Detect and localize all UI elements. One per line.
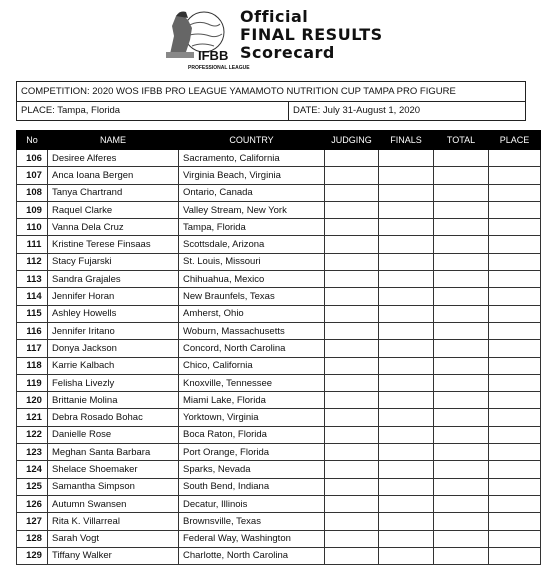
cell-total	[434, 444, 489, 461]
cell-country: Amherst, Ohio	[179, 305, 325, 322]
svg-text:PROFESSIONAL LEAGUE: PROFESSIONAL LEAGUE	[188, 65, 250, 71]
cell-number: 119	[17, 374, 48, 391]
cell-judging	[325, 150, 379, 167]
cell-place	[489, 495, 541, 512]
table-row	[17, 150, 541, 167]
cell-judging	[325, 530, 379, 547]
table-row	[17, 495, 541, 512]
cell-number: 124	[17, 461, 48, 478]
cell-total	[434, 392, 489, 409]
cell-total	[434, 322, 489, 339]
cell-number: 125	[17, 478, 48, 495]
cell-place	[489, 461, 541, 478]
cell-country: Decatur, Illinois	[179, 495, 325, 512]
cell-total	[434, 253, 489, 270]
cell-place	[489, 184, 541, 201]
table-row	[17, 322, 541, 339]
cell-name: Karrie Kalbach	[48, 357, 179, 374]
table-row	[17, 271, 541, 288]
cell-name: Kristine Terese Finsaas	[48, 236, 179, 253]
cell-judging	[325, 461, 379, 478]
cell-country: St. Louis, Missouri	[179, 253, 325, 270]
cell-country: Woburn, Massachusetts	[179, 322, 325, 339]
cell-number: 117	[17, 340, 48, 357]
cell-number: 111	[17, 236, 48, 253]
cell-number: 118	[17, 357, 48, 374]
cell-finals	[379, 236, 434, 253]
cell-total	[434, 340, 489, 357]
date-text: DATE: July 31-August 1, 2020	[293, 105, 421, 116]
table-row	[17, 444, 541, 461]
col-header-country: COUNTRY	[179, 131, 325, 150]
table-row	[17, 409, 541, 426]
cell-judging	[325, 409, 379, 426]
cell-name: Rita K. Villarreal	[48, 513, 179, 530]
cell-finals	[379, 495, 434, 512]
cell-country: Tampa, Florida	[179, 219, 325, 236]
cell-country: Federal Way, Washington	[179, 530, 325, 547]
cell-country: Miami Lake, Florida	[179, 392, 325, 409]
cell-name: Samantha Simpson	[48, 478, 179, 495]
cell-finals	[379, 288, 434, 305]
cell-number: 108	[17, 184, 48, 201]
cell-name: Vanna Dela Cruz	[48, 219, 179, 236]
cell-number: 107	[17, 167, 48, 184]
cell-name: Autumn Swansen	[48, 495, 179, 512]
cell-place	[489, 322, 541, 339]
title-line-final-results: FINAL RESULTS	[240, 25, 383, 44]
cell-judging	[325, 184, 379, 201]
title-line-official: Official	[240, 7, 309, 26]
table-row	[17, 340, 541, 357]
cell-total	[434, 426, 489, 443]
cell-place	[489, 271, 541, 288]
cell-judging	[325, 444, 379, 461]
cell-finals	[379, 150, 434, 167]
cell-name: Raquel Clarke	[48, 201, 179, 218]
cell-country: Charlotte, North Carolina	[179, 547, 325, 564]
cell-total	[434, 167, 489, 184]
cell-total	[434, 478, 489, 495]
cell-total	[434, 150, 489, 167]
cell-country: Chihuahua, Mexico	[179, 271, 325, 288]
cell-place	[489, 374, 541, 391]
cell-finals	[379, 392, 434, 409]
table-row	[17, 547, 541, 564]
cell-total	[434, 409, 489, 426]
cell-total	[434, 357, 489, 374]
cell-finals	[379, 184, 434, 201]
cell-total	[434, 219, 489, 236]
cell-judging	[325, 426, 379, 443]
svg-text:IFBB: IFBB	[198, 48, 229, 63]
cell-finals	[379, 253, 434, 270]
competition-row	[17, 82, 525, 102]
table-row	[17, 305, 541, 322]
cell-name: Brittanie Molina	[48, 392, 179, 409]
cell-finals	[379, 547, 434, 564]
cell-number: 120	[17, 392, 48, 409]
cell-judging	[325, 495, 379, 512]
cell-finals	[379, 322, 434, 339]
cell-number: 113	[17, 271, 48, 288]
cell-finals	[379, 201, 434, 218]
cell-place	[489, 201, 541, 218]
cell-finals	[379, 305, 434, 322]
cell-judging	[325, 305, 379, 322]
cell-place	[489, 444, 541, 461]
cell-total	[434, 201, 489, 218]
cell-number: 115	[17, 305, 48, 322]
table-row	[17, 530, 541, 547]
cell-place	[489, 167, 541, 184]
cell-name: Shelace Shoemaker	[48, 461, 179, 478]
cell-judging	[325, 357, 379, 374]
cell-place	[489, 426, 541, 443]
ifbb-logo	[158, 6, 250, 72]
cell-judging	[325, 547, 379, 564]
table-row	[17, 426, 541, 443]
cell-judging	[325, 236, 379, 253]
cell-country: Sacramento, California	[179, 150, 325, 167]
cell-name: Sarah Vogt	[48, 530, 179, 547]
table-row	[17, 253, 541, 270]
cell-total	[434, 271, 489, 288]
cell-country: Yorktown, Virginia	[179, 409, 325, 426]
cell-judging	[325, 253, 379, 270]
cell-total	[434, 461, 489, 478]
cell-total	[434, 288, 489, 305]
table-row	[17, 513, 541, 530]
cell-place	[489, 340, 541, 357]
cell-number: 110	[17, 219, 48, 236]
cell-place	[489, 253, 541, 270]
cell-country: New Braunfels, Texas	[179, 288, 325, 305]
table-row	[17, 357, 541, 374]
table-row	[17, 392, 541, 409]
cell-name: Sandra Grajales	[48, 271, 179, 288]
cell-judging	[325, 392, 379, 409]
cell-judging	[325, 478, 379, 495]
cell-place	[489, 357, 541, 374]
table-header-row	[17, 131, 541, 150]
cell-judging	[325, 340, 379, 357]
col-header-finals: FINALS	[379, 131, 434, 150]
cell-country: Chico, California	[179, 357, 325, 374]
cell-finals	[379, 374, 434, 391]
cell-number: 126	[17, 495, 48, 512]
cell-finals	[379, 271, 434, 288]
cell-place	[489, 478, 541, 495]
cell-number: 112	[17, 253, 48, 270]
scorecard-title	[240, 8, 383, 62]
cell-finals	[379, 478, 434, 495]
cell-number: 114	[17, 288, 48, 305]
cell-judging	[325, 201, 379, 218]
cell-judging	[325, 167, 379, 184]
cell-total	[434, 495, 489, 512]
cell-total	[434, 305, 489, 322]
cell-country: Port Orange, Florida	[179, 444, 325, 461]
cell-place	[489, 409, 541, 426]
cell-finals	[379, 409, 434, 426]
place-date-row	[17, 101, 525, 120]
cell-country: Scottsdale, Arizona	[179, 236, 325, 253]
competition-text: COMPETITION: 2020 WOS IFBB PRO LEAGUE YAMAMOTO NUTRITION CUP TAMPA PRO FIGURE	[21, 86, 456, 97]
cell-judging	[325, 374, 379, 391]
cell-number: 122	[17, 426, 48, 443]
cell-place	[489, 150, 541, 167]
competition-info-box	[16, 81, 526, 121]
cell-place	[489, 305, 541, 322]
cell-name: Anca Ioana Bergen	[48, 167, 179, 184]
cell-total	[434, 547, 489, 564]
cell-total	[434, 513, 489, 530]
col-header-place: PLACE	[489, 131, 541, 150]
cell-name: Stacy Fujarski	[48, 253, 179, 270]
cell-number: 121	[17, 409, 48, 426]
cell-country: South Bend, Indiana	[179, 478, 325, 495]
cell-name: Meghan Santa Barbara	[48, 444, 179, 461]
cell-judging	[325, 219, 379, 236]
cell-country: Ontario, Canada	[179, 184, 325, 201]
cell-finals	[379, 513, 434, 530]
cell-place	[489, 236, 541, 253]
cell-name: Felisha Livezly	[48, 374, 179, 391]
table-row	[17, 201, 541, 218]
cell-name: Desiree Alferes	[48, 150, 179, 167]
table-row	[17, 167, 541, 184]
cell-country: Sparks, Nevada	[179, 461, 325, 478]
cell-total	[434, 530, 489, 547]
cell-place	[489, 547, 541, 564]
table-row	[17, 461, 541, 478]
cell-place	[489, 219, 541, 236]
cell-total	[434, 236, 489, 253]
cell-name: Danielle Rose	[48, 426, 179, 443]
cell-judging	[325, 322, 379, 339]
cell-judging	[325, 513, 379, 530]
cell-number: 127	[17, 513, 48, 530]
cell-total	[434, 184, 489, 201]
col-header-total: TOTAL	[434, 131, 489, 150]
cell-name: Donya Jackson	[48, 340, 179, 357]
table-row	[17, 374, 541, 391]
cell-total	[434, 374, 489, 391]
cell-country: Virginia Beach, Virginia	[179, 167, 325, 184]
cell-country: Brownsville, Texas	[179, 513, 325, 530]
cell-name: Tanya Chartrand	[48, 184, 179, 201]
cell-number: 129	[17, 547, 48, 564]
col-header-name: NAME	[48, 131, 179, 150]
cell-name: Jennifer Horan	[48, 288, 179, 305]
cell-number: 123	[17, 444, 48, 461]
cell-finals	[379, 530, 434, 547]
cell-finals	[379, 357, 434, 374]
cell-country: Knoxville, Tennessee	[179, 374, 325, 391]
results-table	[16, 130, 541, 565]
table-row	[17, 478, 541, 495]
cell-judging	[325, 288, 379, 305]
cell-judging	[325, 271, 379, 288]
cell-country: Concord, North Carolina	[179, 340, 325, 357]
cell-number: 109	[17, 201, 48, 218]
cell-number: 116	[17, 322, 48, 339]
cell-finals	[379, 167, 434, 184]
place-text: PLACE: Tampa, Florida	[21, 105, 121, 116]
cell-name: Jennifer Iritano	[48, 322, 179, 339]
scorecard-header	[0, 0, 536, 78]
cell-place	[489, 513, 541, 530]
cell-finals	[379, 461, 434, 478]
cell-finals	[379, 426, 434, 443]
cell-finals	[379, 444, 434, 461]
table-row	[17, 184, 541, 201]
cell-number: 106	[17, 150, 48, 167]
table-row	[17, 288, 541, 305]
cell-finals	[379, 340, 434, 357]
cell-country: Boca Raton, Florida	[179, 426, 325, 443]
cell-place	[489, 530, 541, 547]
table-row	[17, 236, 541, 253]
cell-country: Valley Stream, New York	[179, 201, 325, 218]
cell-finals	[379, 219, 434, 236]
cell-number: 128	[17, 530, 48, 547]
col-header-judging: JUDGING	[325, 131, 379, 150]
table-row	[17, 219, 541, 236]
cell-place	[489, 288, 541, 305]
cell-place	[489, 392, 541, 409]
cell-name: Tiffany Walker	[48, 547, 179, 564]
cell-name: Ashley Howells	[48, 305, 179, 322]
cell-name: Debra Rosado Bohac	[48, 409, 179, 426]
title-line-scorecard: Scorecard	[240, 43, 335, 62]
col-header-no: No	[17, 131, 48, 150]
